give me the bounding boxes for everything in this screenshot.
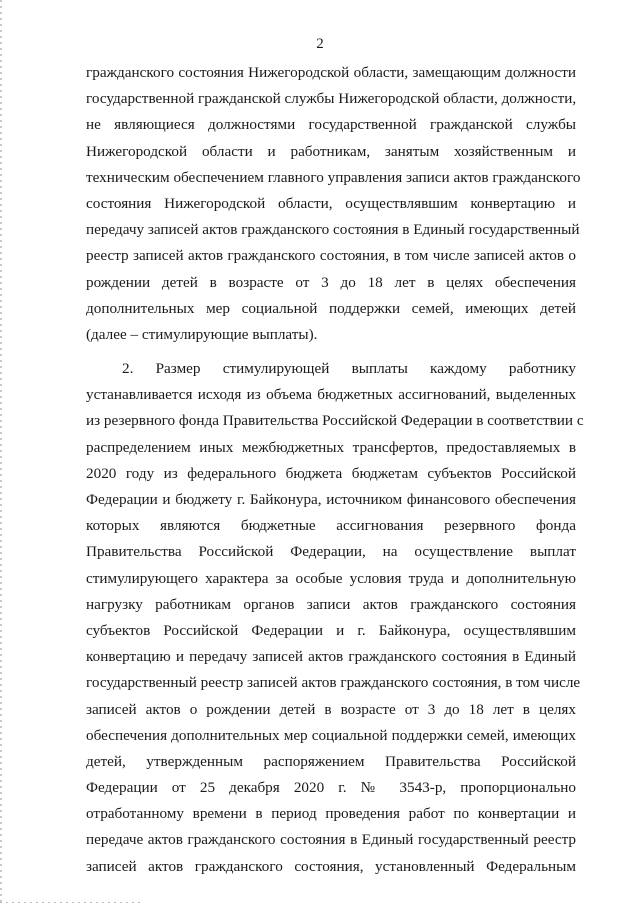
text-line: Правительства Российской Федерации, на осуществление выплат [86, 543, 576, 561]
text-line: субъектов Российской Федерации и г. Байконура, осуществлявшим [86, 621, 576, 639]
paragraph-2 [86, 356, 584, 880]
text-line: реестр записей актов гражданского состояния, в том числе записей актов о [86, 247, 576, 265]
text-line: из резервного фонда Правительства Российской Федерации в соответствии с [86, 412, 584, 430]
page-number: 2 [316, 36, 324, 52]
text-line: Нижегородской области и работникам, занятым хозяйственным и [86, 142, 576, 160]
text-line: техническим обеспечением главного управления записи актов гражданского [86, 168, 581, 186]
text-line: государственной гражданской службы Нижегородской области, должности, [86, 90, 577, 108]
text-line: конвертацию и передачу записей актов гражданского состояния в Единый [86, 648, 576, 666]
paragraph-gap [86, 348, 576, 356]
text-line: передачу записей актов гражданского состояния в Единый государственный [86, 221, 580, 239]
scan-edge-bottom [0, 902, 140, 903]
text-line: состояния Нижегородской области, осуществлявшим конвертацию и [86, 194, 576, 212]
text-line: 2020 году из федерального бюджета бюджетам субъектов Российской [86, 464, 576, 482]
text-line: детей, утвержденным распоряжением Правительства Российской [86, 752, 576, 770]
text-line: стимулирующего характера за особые условия труда и дополнительную [86, 569, 576, 587]
text-line: передаче актов гражданского состояния в Единый государственный реестр [86, 831, 576, 849]
text-line: записей актов о рождении детей в возрасте от 3 до 18 лет в целях [86, 700, 576, 718]
scan-edge-left [0, 0, 2, 905]
text-line: которых являются бюджетные ассигнования резервного фонда [86, 517, 576, 535]
text-line: Федерации и бюджету г. Байконура, источником финансового обеспечения [86, 491, 576, 508]
text-line: нагрузку работникам органов записи актов гражданского состояния [86, 595, 576, 613]
text-line: записей актов гражданского состояния, установленный Федеральным [86, 857, 576, 875]
text-line: распределением иных межбюджетных трансфертов, предоставляемых в [86, 438, 576, 456]
text-line: (далее – стимулирующие выплаты). [86, 325, 318, 343]
text-line: государственный реестр записей актов гражданского состояния, в том числе [86, 674, 581, 692]
text-line: гражданского состояния Нижегородской области, замещающим должности [86, 64, 576, 81]
text-line: Федерации от 25 декабря 2020 г. № 3543-р, пропорционально [86, 779, 576, 797]
text-line: дополнительных мер социальной поддержки семей, имеющих детей [86, 299, 576, 317]
text-line: 2. Размер стимулирующей выплаты каждому работнику [122, 360, 576, 378]
text-line: отработанному времени в период проведения работ по конвертации и [86, 805, 576, 823]
text-line: рождении детей в возрасте от 3 до 18 лет в целях обеспечения [86, 273, 576, 291]
text-line: не являющиеся должностями государственной гражданской службы [86, 116, 576, 134]
paragraph-1 [86, 60, 581, 348]
text-line: устанавливается исходя из объема бюджетных ассигнований, выделенных [86, 386, 576, 404]
document-body [86, 60, 584, 880]
text-line: обеспечения дополнительных мер социальной поддержки семей, имеющих [86, 726, 576, 744]
